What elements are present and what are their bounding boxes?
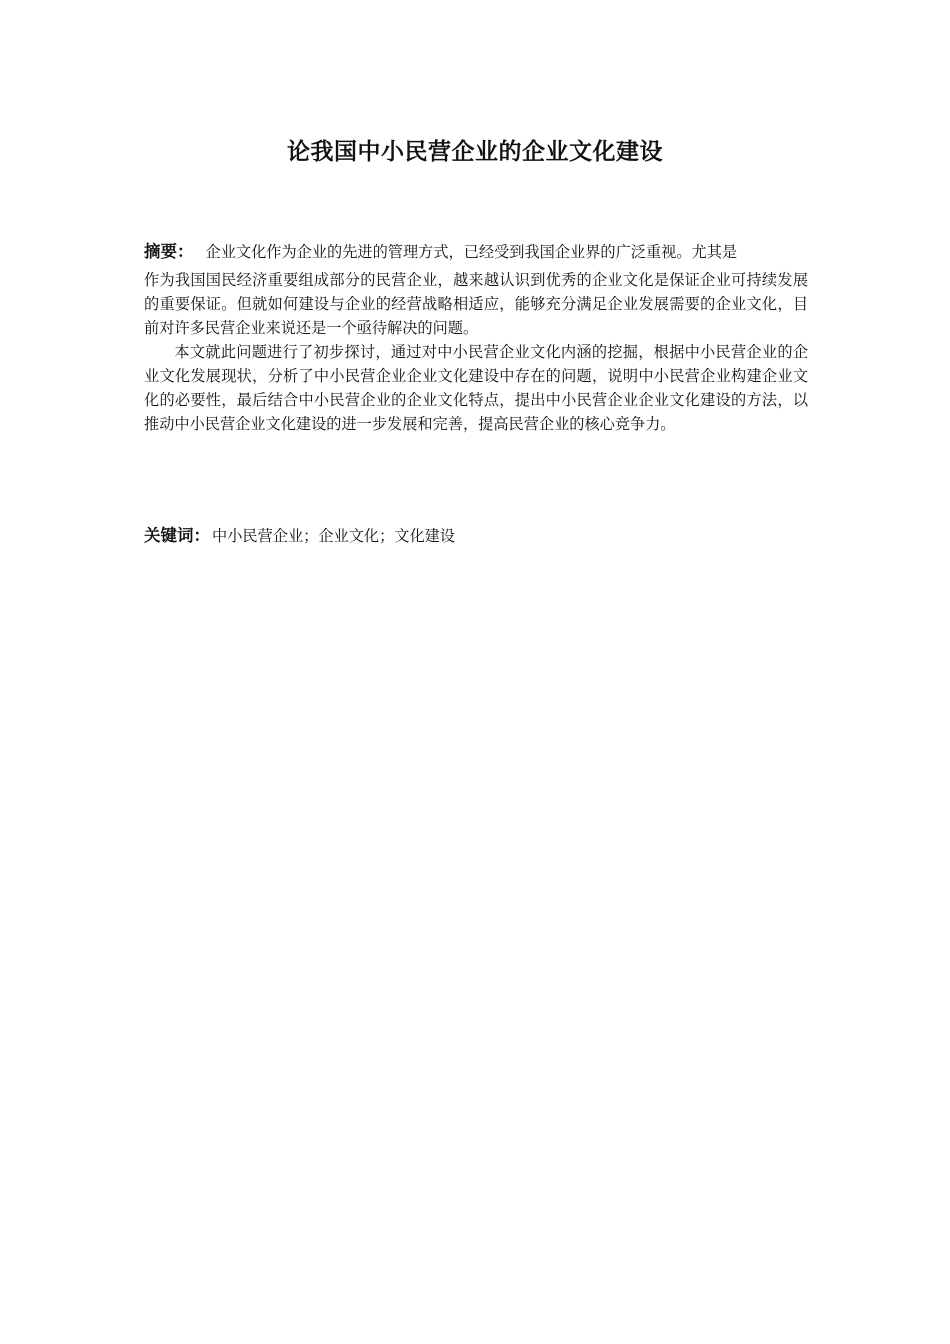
abstract-section (144, 240, 808, 436)
abstract-first-line-text: 企业文化作为企业的先进的管理方式，已经受到我国企业界的广泛重视。尤其是 (205, 243, 738, 261)
abstract-paragraph-2: 本文就此问题进行了初步探讨，通过对中小民营企业文化内涵的挖掘，根据中小民营企业的企业文化发展现状，分析了中小民营企业企业文化建设中存在的问题，说明中小民营企业构建企业文化的必要性，最后结合中小民营企业的企业文化特点，提出中小民营企业企业文化建设的方法，以推动中小民营企业文化建设的进一步发展和完善，提高民营企业的核心竞争力。 (144, 343, 808, 433)
abstract-label: 摘要： (144, 242, 194, 261)
abstract-paragraph-1: 作为我国国民经济重要组成部分的民营企业，越来越认识到优秀的企业文化是保证企业可持续发展的重要保证。但就如何建设与企业的经营战略相适应，能够充分满足企业发展需要的企业文化，目前对许多民营企业来说还是一个亟待解决的问题。 (144, 271, 808, 337)
keywords-label: 关键词： (144, 526, 210, 545)
document-title: 论我国中小民营企业的企业文化建设 (287, 139, 663, 165)
keywords-text: 中小民营企业；企业文化；文化建设 (212, 527, 455, 545)
abstract-first-line (144, 240, 808, 264)
keywords-section (144, 524, 455, 548)
